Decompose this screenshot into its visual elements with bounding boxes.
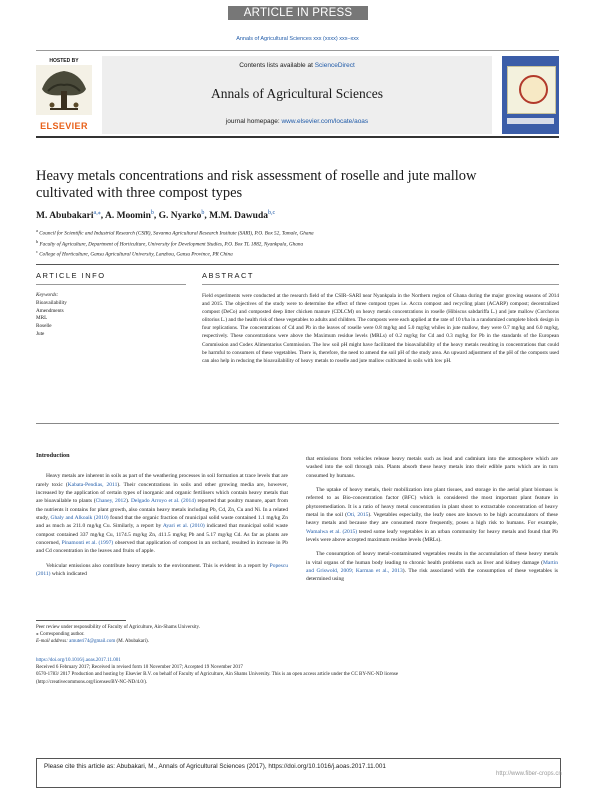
homepage-prefix: journal homepage: bbox=[225, 118, 282, 125]
author-affiliation-mark[interactable]: b bbox=[201, 210, 205, 216]
citation-link[interactable]: Delgado Arroyo et al. (2014) bbox=[130, 498, 196, 505]
keywords-label: Keywords: bbox=[36, 292, 59, 298]
journal-title: Annals of Agricultural Sciences bbox=[210, 86, 384, 101]
abstract-rule bbox=[202, 284, 559, 285]
author-affiliation-mark[interactable]: b bbox=[150, 210, 154, 216]
article-title: Heavy metals concentrations and risk assessment of roselle and jute mallow cultivated with three compost types bbox=[36, 168, 477, 201]
keyword-item: Bioavailability bbox=[36, 299, 67, 306]
author-name[interactable]: G. Nyarko bbox=[158, 211, 202, 222]
footnotes bbox=[36, 624, 556, 646]
citation-text: Please cite this article as: Abubakari, M., Annals of Agricultural Sciences (2017), https://doi.org/10.1016/j.aoas.2017.11.001 bbox=[44, 763, 386, 770]
section-divider bbox=[36, 264, 559, 265]
body-paragraph: The uptake of heavy metals, their mobilization into plant tissues, and storage in the aerial plant biomass is referred to as Bio-concentration factor (BFC) which is considered the most important plant feature in phytoremediation. It is a ratio of heavy metal concentration in plant shoot to extractable concentration of heavy metal in the soil (Oti, 2015). Vegetables especially, the leafy ones are known to be high accumulators of these heavy metals and because they are consumed more frequently, poses a high risk to humans. For example, Wamalwa et al. (2015) tested some leafy vegetables in an urban community for heavy metals and found that Pb levels were above accepted maximum residue levels (MRLs). bbox=[306, 487, 558, 544]
citation-link[interactable]: Martin and Griswold, 2009; Karman et al., 2013 bbox=[306, 559, 558, 575]
citation-link[interactable]: Oti, 2015 bbox=[346, 512, 369, 519]
body-right-column bbox=[306, 455, 558, 584]
email-line: E-mail address: amuteri74@gmail.com (M. Abubakari). bbox=[36, 639, 149, 645]
license-link[interactable]: (http://creativecommons.org/licenses/BY-NC-ND/4.0/). bbox=[36, 679, 148, 685]
abstract-end-rule bbox=[36, 423, 559, 424]
author-affiliation-mark[interactable]: b,c bbox=[267, 210, 276, 216]
elsevier-logo bbox=[36, 58, 92, 130]
header-top-rule bbox=[36, 50, 559, 51]
citation-link[interactable]: Pinamonti et al. (1997) bbox=[61, 540, 114, 547]
cover-strip bbox=[507, 118, 554, 124]
citation-link[interactable]: Chaney, 2012 bbox=[95, 498, 127, 505]
journal-cover-image bbox=[502, 56, 559, 134]
body-left-column bbox=[36, 452, 288, 578]
body-paragraph: The consumption of heavy metal-contaminated vegetables results in the accumulation of these heavy metals in vital organs of the human body leading to chronic health problems such as liver and kidney damage (Martin and Griswold, 2009; Karman et al., 2013). The risk associated with the consumption of these vegetables is determined using bbox=[306, 551, 559, 583]
cover-panel bbox=[507, 66, 556, 114]
received-dates: Received 6 February 2017; Received in revised form 10 November 2017; Accepted 19 November 2017 bbox=[36, 665, 243, 671]
header-bottom-rule bbox=[36, 136, 559, 138]
contents-line bbox=[102, 62, 492, 69]
citation-box bbox=[36, 758, 561, 788]
body-paragraph: that emissions from vehicles release heavy metals such as lead and cadmium into the atmosphere which are washed into the soil through rain. Plants absorb these heavy metals into their edible parts which are in turn consumed by humans. bbox=[306, 456, 558, 479]
affiliation-item: $^b$ Faculty of Agriculture, Department of Horticulture, University for Development Studies, P.O. Box TL 1882, Nyankpala, Ghana bbox=[36, 238, 304, 248]
abstract-heading: ABSTRACT bbox=[202, 271, 255, 280]
journal-homepage-line bbox=[102, 118, 492, 125]
peer-review-note: Peer review under responsibility of Faculty of Agriculture, Ain-Shams University. bbox=[36, 625, 200, 630]
sciencedirect-link[interactable]: ScienceDirect bbox=[314, 62, 355, 69]
homepage-link[interactable]: www.elsevier.com/locate/aoas bbox=[281, 118, 369, 125]
affiliation-item: $^a$ Council for Scientific and Industrial Research (CSIR), Savanna Agricultural Research Institute (SARI), P.O. Box 52, Tamale, Ghana bbox=[36, 228, 314, 237]
body-paragraph: Heavy metals are inherent in soils as part of the weathering processes in soil formation at trace levels that are rarely toxic (Kabata-Pendias, 2011). Their concentrations in soils and other growing media are, however, increased by the application of certain types of inorganic and organic fertilisers which contain heavy metals that are bioavailable to plants (Chaney, 2012). Delgado Arroyo et al. (2014) reported that poultry manure, apart from the nutrients it contains for plant growth, also contain heavy metals including Pb, Cd, Zn, Cu and Ni. In a related study, Ghaly and Alkoaik (2010) found that the organic fraction of municipal solid waste contained 1.1 mg/kg Zn and as much as 211.0 mg/kg Cu. Similarly, a report by Ayari et al. (2010) indicated that municipal solid waste compost contained 337 mg/kg Cu, 1174.5 mg/kg Zn, 411.5 mg/kg Pb and 5.17 mg/kg Cd. As far as plants are concerned, Pinamonti et al. (1997) observed that application of compost in an orchard, resulted in increase in Pb and Cd concentration in the leaves and fruits of apple. bbox=[36, 473, 289, 555]
citation-link[interactable]: Wamalwa et al. (2015) bbox=[306, 528, 358, 535]
keyword-item: Roselle bbox=[36, 323, 52, 330]
author-name[interactable]: M.M. Dawuda bbox=[209, 211, 268, 222]
email-link[interactable]: amuteri74@gmail.com bbox=[69, 639, 116, 645]
publication-info bbox=[36, 657, 556, 686]
author-name[interactable]: A. Moomin bbox=[104, 211, 151, 222]
journal-masthead bbox=[102, 56, 492, 134]
corresponding-author-note: ⁎ Corresponding author. bbox=[36, 632, 85, 638]
keyword-item: Amendments bbox=[36, 307, 64, 314]
cover-seal-icon bbox=[519, 75, 548, 104]
journal-header bbox=[36, 50, 559, 138]
article-in-press-banner: ARTICLE IN PRESS bbox=[228, 6, 368, 20]
copyright-line: 0570-1783/ 2017 Production and hosting by Elsevier B.V. on behalf of Faculty of Agriculture, Ain Shams University. This is an open access article under the CC BY-NC-ND license bbox=[36, 672, 399, 678]
affiliation-item: $^c$ College of Horticulture, Gansu Agricultural University, Lanzhou, Gansu Province, PR China bbox=[36, 249, 233, 259]
author-affiliation-mark[interactable]: a,⁎ bbox=[93, 210, 101, 216]
doi-link[interactable]: https://doi.org/10.1016/j.aoas.2017.11.001 bbox=[36, 658, 121, 663]
body-paragraph: Vehicular emissions also contribute heavy metals to the environment. This is evident in a report by Popescu (2011) which indicated bbox=[36, 562, 288, 578]
article-info-rule bbox=[36, 284, 186, 285]
elsevier-tree-icon bbox=[36, 65, 92, 115]
citation-link[interactable]: Ayari et al. (2010) bbox=[162, 523, 205, 530]
citation-link[interactable]: Popescu (2011) bbox=[36, 562, 288, 578]
abstract-text: Field experiments were conducted at the research field of the CSIR–SARI near Nyankpala in the Northern region of Ghana during the major growing seasons of 2014 and 2015. The objectives of the study were to determine the effect of three compost types i.e. Accra compost and recycling plant (ACARP) compost; decentralized compost (DeCo) and composted deep litter chicken manure (CDLCM) on heavy metals concentrations in roselle (Hibiscus sabdariffa L.) and jute mallow (Corchorus olitorius L.) and the health risk of these vegetables to adults and children. The composts were each applied at the rate of 10 t/ha in a randomized complete block design in four replications. The concentrations of Cd and Pb in the leaves of roselle were 0.8 mg/kg and 5.0 mg/kg whiles in jute mallow, they were 0.7 mg/kg and 6.0 mg/kg, respectively. These concentrations were above the Maximum residue levels (MRLs) of 0.2 mg/kg for Cd and 0.3 mg/kg for Pb in the standards of the European Commission and Codex Alimentarius Commission. The low soil pH might have facilitated the bioavailability of the heavy metals resulting in concentrations that could be harmful to consumers of these vegetables. There is, therefore, the need to amend the soil pH of the study area. An upward adjustment of the pH of the composts used can also help in reducing the bioavailability of heavy metals to roselle and jute mallow cultivated in soils with low pH. bbox=[202, 293, 559, 364]
affiliations bbox=[36, 227, 556, 259]
hosted-by-label: HOSTED BY bbox=[49, 58, 79, 64]
journal-citation-link[interactable]: Annals of Agricultural Sciences xxx (xxxx) xxx–xxx bbox=[236, 36, 359, 42]
article-info-heading: ARTICLE INFO bbox=[36, 271, 106, 280]
keyword-item: Jute bbox=[36, 330, 45, 337]
publisher-name: ELSEVIER bbox=[40, 121, 88, 131]
citation-link[interactable]: Ghaly and Alkoaik (2010) bbox=[50, 515, 109, 522]
citation-link[interactable]: Kabata-Pendias, 2011 bbox=[67, 481, 118, 488]
contents-prefix: Contents lists available at bbox=[239, 62, 315, 69]
footnote-rule bbox=[36, 620, 126, 621]
keyword-item: MRL bbox=[36, 315, 48, 322]
author-name[interactable]: M. Abubakari bbox=[36, 211, 94, 222]
author-list: M. Abubakari$^{a,⁎}$, A. Moomin$^b$, G. Nyarko$^b$, M.M. Dawuda$^{b,c}$ bbox=[36, 210, 276, 222]
watermark: http://www.fiber-crops.cn bbox=[496, 771, 562, 777]
keywords-block bbox=[36, 292, 186, 339]
introduction-heading: Introduction bbox=[36, 452, 70, 459]
